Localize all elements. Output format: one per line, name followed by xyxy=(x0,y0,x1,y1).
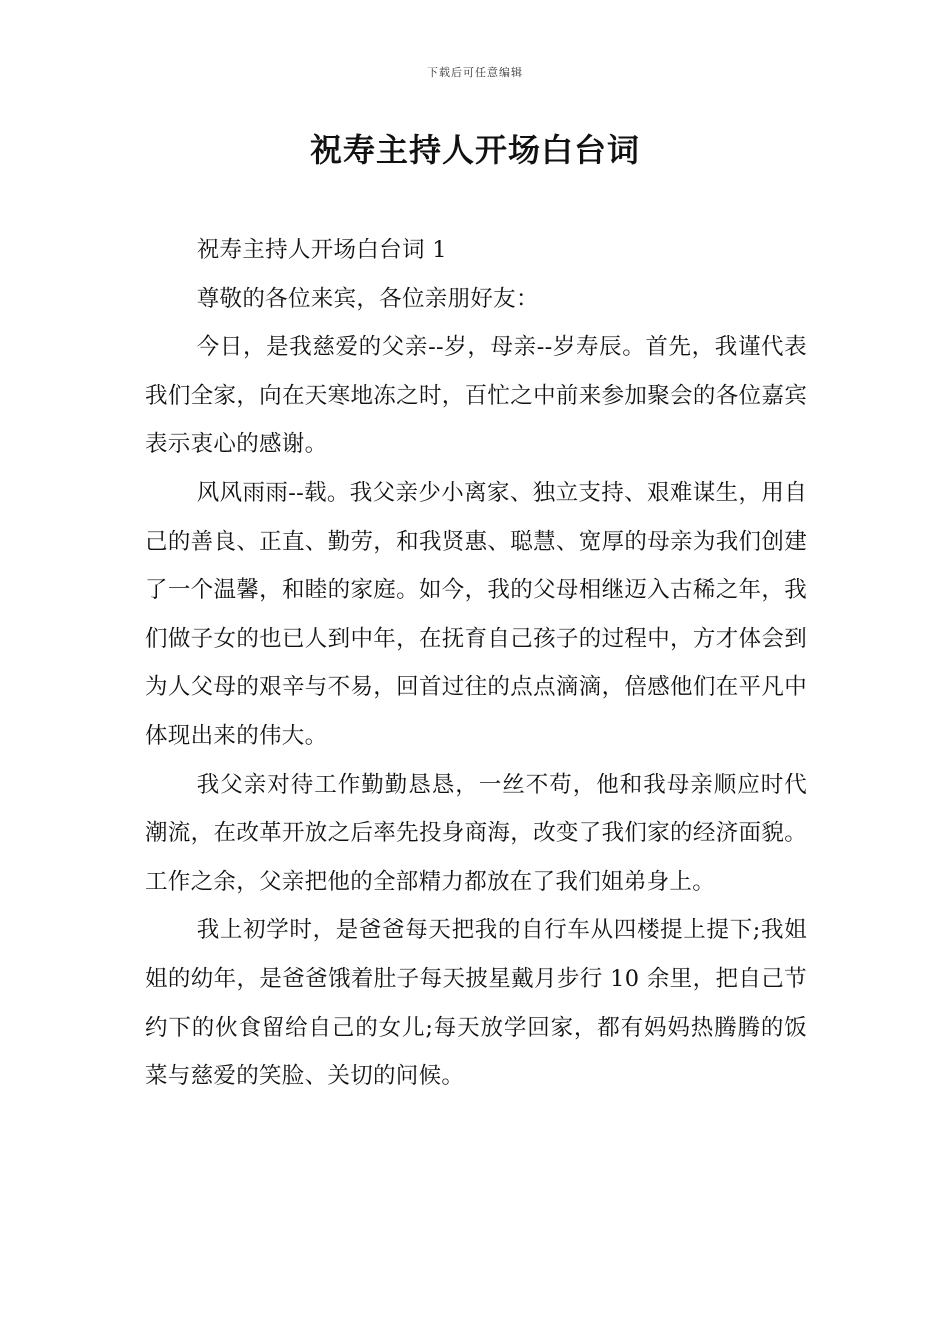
section-heading: 祝寿主持人开场白台词 1 xyxy=(196,237,447,263)
body-paragraph: 我上初学时，是爸爸每天把我的自行车从四楼提上提下;我姐姐的幼年，是爸爸饿着肚子每天披星戴月步行 10 余里，把自己节约下的伙食留给自己的女儿;每天放学回家，都有妈妈热腾腾的饭菜与慈爱的笑脸、关切的问候。 xyxy=(145,917,807,1090)
salutation-paragraph: 尊敬的各位来宾，各位亲朋好友： xyxy=(196,285,539,312)
document-body xyxy=(145,226,807,1101)
page-header-note: 下载后可任意编辑 xyxy=(427,66,523,79)
body-paragraph: 今日，是我慈爱的父亲--岁，母亲--岁寿辰。首先，我谨代表我们全家，向在天寒地冻之时，百忙之中前来参加聚会的各位嘉宾表示衷心的感谢。 xyxy=(145,334,807,458)
document-title: 祝寿主持人开场白台词 xyxy=(309,131,640,169)
body-paragraph: 我父亲对待工作勤勤恳恳，一丝不苟，他和我母亲顺应时代潮流，在改革开放之后率先投身商海，改变了我们家的经济面貌。工作之余，父亲把他的全部精力都放在了我们姐弟身上。 xyxy=(145,771,807,895)
body-paragraph: 风风雨雨--载。我父亲少小离家、独立支持、艰难谋生，用自己的善良、正直、勤劳，和我贤惠、聪慧、宽厚的母亲为我们创建了一个温馨，和睦的家庭。如今，我的父母相继迈入古稀之年，我们做子女的也已人到中年，在抚育自己孩子的过程中，方才体会到为人父母的艰辛与不易，回首过往的点点滴滴，倍感他们在平凡中体现出来的伟大。 xyxy=(145,479,807,749)
